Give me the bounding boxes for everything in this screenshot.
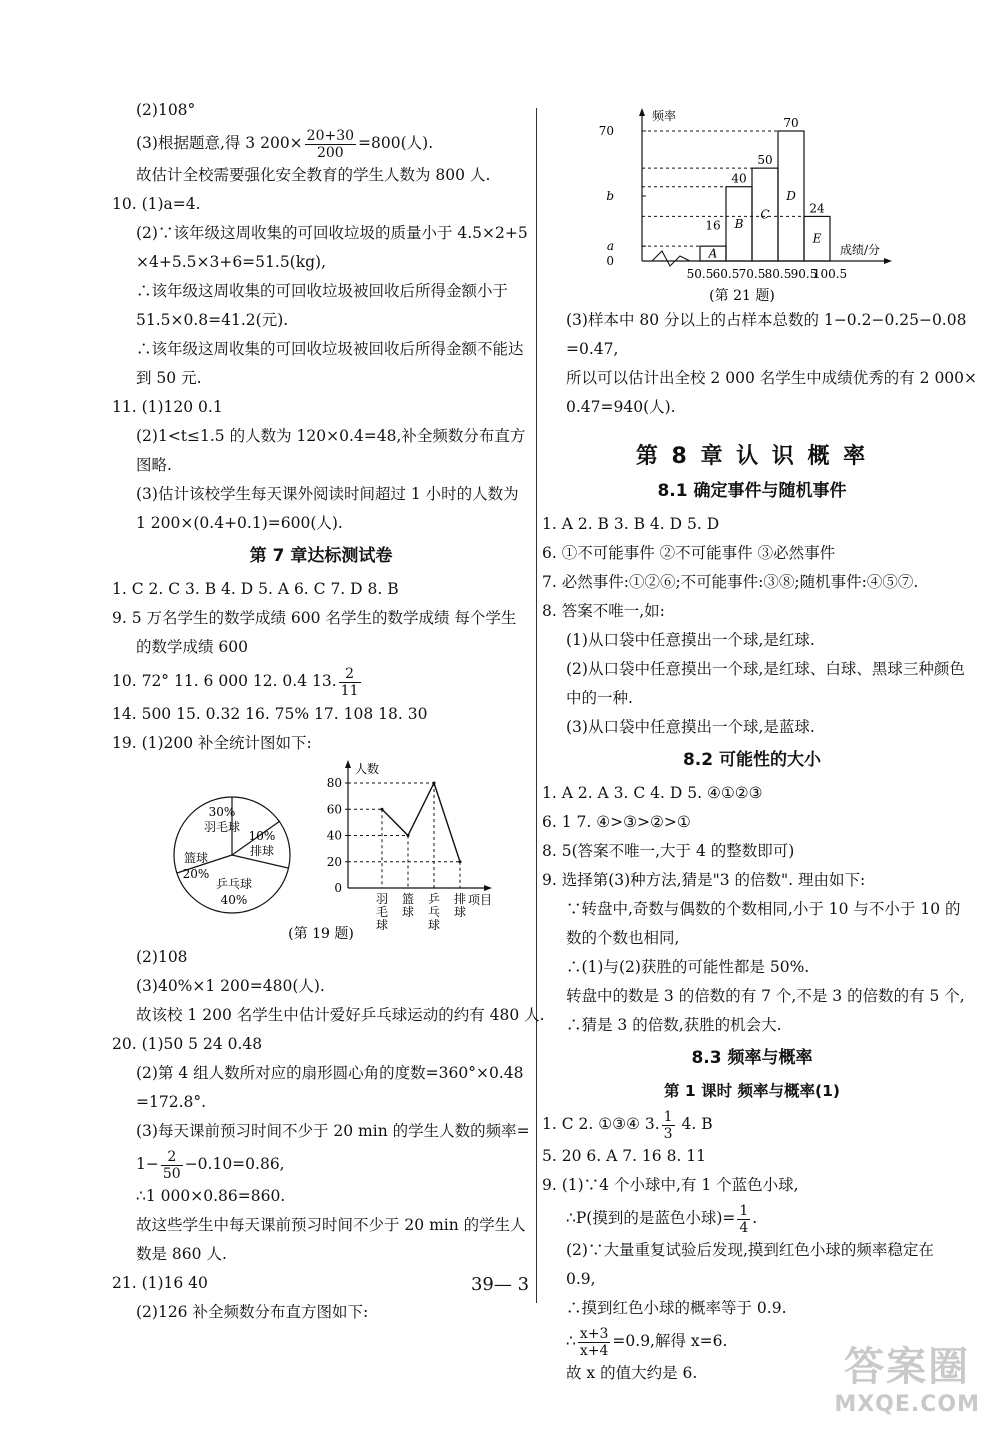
x-axis-label: 项目 bbox=[468, 893, 493, 907]
answer-line: 的数学成绩 600 bbox=[136, 638, 249, 656]
answer-line: 8. 5(答案不唯一,大于 4 的整数即可) bbox=[542, 842, 795, 860]
answer-line: 1. C 2. C 3. B 4. D 5. A 6. C 7. D 8. B bbox=[112, 580, 399, 598]
x-axis-arrow bbox=[884, 258, 892, 264]
answer-line: ×4+5.5×3+6=51.5(kg), bbox=[136, 253, 327, 271]
pie-label-pingpong: 乒乓球 bbox=[215, 877, 253, 891]
x-category-label: 球 bbox=[453, 905, 467, 919]
x-tick-label: 100.5 bbox=[812, 267, 848, 281]
answer-line: 中的一种. bbox=[566, 689, 633, 707]
answer-line: 6. ①不可能事件 ②不可能事件 ③必然事件 bbox=[542, 544, 836, 562]
y-axis-label: 人数 bbox=[355, 762, 380, 776]
data-point bbox=[459, 860, 462, 863]
answer-line: 1− $\frac{2}{50}$ −0.10=0.86, bbox=[136, 1148, 285, 1182]
x-category-label: 乓 bbox=[427, 905, 441, 919]
y-axis-arrow bbox=[345, 760, 351, 768]
answer-line: 数是 860 人. bbox=[136, 1245, 227, 1263]
fraction: $\frac{2}{50}$ bbox=[162, 1148, 181, 1182]
answer-line: 51.5×0.8=41.2(元). bbox=[136, 311, 289, 329]
answer-line: 9. (1)∵4 个小球中,有 1 个蓝色小球, bbox=[542, 1176, 799, 1194]
answer-line: (2)108° bbox=[136, 101, 196, 119]
pie-pct-pingpong: 40% bbox=[220, 893, 248, 907]
answer-line: 0.47=940(人). bbox=[566, 398, 676, 416]
bar-value-label: 40 bbox=[731, 171, 747, 186]
line-chart bbox=[327, 760, 492, 932]
answer-line: ∴ $\frac{x+3}{x+4}$ =0.9,解得 x=6. bbox=[566, 1325, 728, 1359]
y-tick-label: 0 bbox=[606, 254, 614, 268]
x-category-label: 篮 bbox=[401, 892, 415, 906]
section-heading: 8.2 可能性的大小 bbox=[682, 750, 822, 770]
y-tick-label: 40 bbox=[326, 828, 342, 843]
answer-line: 7. 必然事件:①②⑥;不可能事件:③⑧;随机事件:④⑤⑦. bbox=[542, 573, 919, 591]
answer-line: 1. A 2. B 3. B 4. D 5. D bbox=[542, 515, 720, 533]
answer-line: 故 x 的值大约是 6. bbox=[566, 1364, 698, 1382]
fraction: $\frac{x+3}{x+4}$ bbox=[579, 1325, 609, 1359]
y-tick-label: 60 bbox=[326, 802, 342, 817]
answer-line: 14. 500 15. 0.32 16. 75% 17. 108 18. 30 bbox=[112, 705, 428, 723]
pie-chart bbox=[174, 797, 290, 913]
answer-line: 故该校 1 200 名学生中估计爱好乒乓球运动的约有 480 人. bbox=[136, 1006, 545, 1024]
subsection-heading: 第 1 课时 频率与概率(1) bbox=[664, 1082, 840, 1100]
x-tick-label: 70.5 bbox=[738, 267, 766, 281]
data-point bbox=[381, 808, 384, 811]
answer-line: (2)126 补全频数分布直方图如下: bbox=[136, 1303, 369, 1321]
bar-category-label: B bbox=[734, 216, 744, 231]
x-category-label: 球 bbox=[427, 918, 441, 932]
figure-19-caption: (第 19 题) bbox=[288, 926, 354, 942]
question-number-line: 20. (1)50 5 24 0.48 bbox=[112, 1035, 263, 1053]
left-column bbox=[112, 96, 545, 1327]
x-axis-label: 成绩/分 bbox=[840, 243, 881, 257]
answer-line: 5. 20 6. A 7. 16 8. 11 bbox=[542, 1147, 707, 1165]
answer-line: 6. 1 7. ④>③>②>① bbox=[542, 813, 691, 831]
section-heading: 8.1 确定事件与随机事件 bbox=[657, 481, 847, 501]
x-tick-label: 90.5 bbox=[790, 267, 818, 281]
answer-line: ∴(1)与(2)获胜的可能性都是 50%. bbox=[566, 958, 810, 976]
x-category-label: 排 bbox=[453, 892, 467, 906]
y-tick-label: 80 bbox=[326, 776, 342, 790]
question-number-line: 11. (1)120 0.1 bbox=[112, 398, 223, 416]
series-line bbox=[382, 783, 460, 862]
answer-line: =0.47, bbox=[566, 340, 619, 358]
answer-line: 所以可以估计出全校 2 000 名学生中成绩优秀的有 2 000× bbox=[566, 369, 978, 387]
answer-line: ∴猜是 3 的倍数,获胜的机会大. bbox=[566, 1016, 782, 1034]
answer-line: (3)样本中 80 分以上的占样本总数的 1−0.2−0.25−0.08 bbox=[566, 311, 967, 329]
x-tick-label: 50.5 bbox=[686, 267, 714, 281]
bar-category-label: E bbox=[812, 231, 822, 246]
pie-label-volleyball: 排球 bbox=[249, 844, 275, 858]
answer-line: (2)∵该年级这周收集的可回收垃圾的质量小于 4.5×2+5 bbox=[136, 224, 528, 242]
answer-line: 故这些学生中每天课前预习时间不少于 20 min 的学生人 bbox=[136, 1216, 526, 1234]
section-heading: 第 7 章达标测试卷 bbox=[249, 546, 393, 566]
x-tick-label: 60.5 bbox=[712, 267, 740, 281]
answer-line: 到 50 元. bbox=[136, 369, 202, 387]
section-heading: 8.3 频率与概率 bbox=[691, 1048, 813, 1068]
answer-line: 19. (1)200 补全统计图如下: bbox=[112, 734, 312, 752]
answer-line: ∴P(摸到的是蓝色小球)= $\frac{1}{4}$ . bbox=[566, 1202, 758, 1236]
pie-label-basketball: 篮球 bbox=[183, 851, 209, 865]
answer-line: (2)108 bbox=[136, 948, 188, 966]
y-axis-arrow bbox=[639, 108, 645, 116]
answer-line: 10. 72° 11. 6 000 12. 0.4 13. $\frac{2}{11}$ bbox=[112, 665, 359, 699]
answer-line: (3)根据题意,得 3 200× $\frac{20+30}{200}$ =800(人). bbox=[136, 127, 434, 161]
x-category-label: 羽 bbox=[375, 892, 389, 906]
fraction: $\frac{1}{3}$ bbox=[663, 1108, 673, 1142]
answer-line: (2)从口袋中任意摸出一个球,是红球、白球、黑球三种颜色 bbox=[566, 660, 965, 678]
answer-line: (3)从口袋中任意摸出一个球,是蓝球. bbox=[566, 718, 815, 736]
answer-line: ∴该年级这周收集的可回收垃圾被回收后所得金额不能达 bbox=[136, 340, 524, 358]
answer-line: 1. A 2. A 3. C 4. D 5. ④①②③ bbox=[542, 784, 763, 802]
answer-line: (3)40%×1 200=480(人). bbox=[136, 977, 325, 995]
pie-label-badminton: 羽毛球 bbox=[203, 820, 241, 834]
page-number: 39— 3 bbox=[470, 1274, 530, 1295]
pie-pct-basketball: 20% bbox=[182, 867, 210, 881]
column-divider bbox=[536, 108, 537, 1303]
bar-category-label: A bbox=[708, 246, 718, 261]
answer-line: 0.9, bbox=[566, 1270, 596, 1288]
fraction: $\frac{1}{4}$ bbox=[739, 1202, 749, 1236]
axis-break bbox=[652, 251, 690, 266]
data-point bbox=[433, 782, 436, 785]
data-point bbox=[407, 834, 410, 837]
answer-line: =172.8°. bbox=[136, 1093, 207, 1111]
answer-line: ∴摸到红色小球的概率等于 0.9. bbox=[566, 1299, 787, 1317]
y-tick-label: 0 bbox=[334, 881, 342, 895]
answer-line: ∴1 000×0.86=860. bbox=[136, 1187, 286, 1205]
bar-category-label: C bbox=[760, 207, 770, 222]
answer-line: (3)估计该校学生每天课外阅读时间超过 1 小时的人数为 bbox=[136, 485, 519, 503]
answer-line: (1)从口袋中任意摸出一个球,是红球. bbox=[566, 631, 815, 649]
x-category-label: 球 bbox=[375, 918, 389, 932]
answer-line: ∴该年级这周收集的可回收垃圾被回收后所得金额小于 bbox=[136, 282, 509, 300]
x-category-label: 乒 bbox=[427, 892, 441, 906]
bar-category-label: D bbox=[786, 189, 796, 203]
answer-line: 1 200×(0.4+0.1)=600(人). bbox=[136, 514, 343, 532]
bar-value-label: 50 bbox=[757, 153, 773, 168]
answer-line: 故估计全校需要强化安全教育的学生人数为 800 人. bbox=[136, 166, 491, 184]
answer-line: 图略. bbox=[136, 456, 172, 474]
answer-line: 转盘中的数是 3 的倍数的有 7 个,不是 3 的倍数的有 5 个, bbox=[566, 987, 965, 1005]
x-axis-arrow bbox=[484, 885, 492, 891]
chapter-heading: 第 8 章 认 识 概 率 bbox=[635, 444, 869, 469]
answer-line: ∵转盘中,奇数与偶数的个数相同,小于 10 与不小于 10 的 bbox=[566, 900, 961, 918]
y-axis-label: 频率 bbox=[652, 109, 677, 123]
fraction: $\frac{20+30}{200}$ bbox=[306, 127, 355, 161]
x-tick-label: 80.5 bbox=[764, 267, 792, 281]
answer-line: 9. 5 万名学生的数学成绩 600 名学生的数学成绩 每个学生 bbox=[112, 609, 517, 627]
question-number-line: 10. (1)a=4. bbox=[112, 195, 201, 213]
bar-value-label: 24 bbox=[809, 201, 825, 216]
answer-line: 1. C 2. ①③④ 3. $\frac{1}{3}$ 4. B bbox=[542, 1108, 713, 1142]
answer-line: (3)每天课前预习时间不少于 20 min 的学生人数的频率= bbox=[136, 1122, 530, 1140]
answer-line: (2)1<t≤1.5 的人数为 120×0.4=48,补全频数分布直方 bbox=[136, 427, 526, 445]
pie-pct-volleyball: 10% bbox=[248, 829, 276, 843]
answer-line: 8. 答案不唯一,如: bbox=[542, 602, 665, 620]
figure-19 bbox=[112, 758, 530, 943]
bar-value-label: 16 bbox=[705, 218, 721, 233]
x-category-label: 球 bbox=[401, 905, 415, 919]
figure-21 bbox=[542, 106, 962, 306]
answer-line: (2)∵大量重复试验后发现,摸到红色小球的频率稳定在 bbox=[566, 1241, 934, 1259]
x-category-label: 毛 bbox=[375, 905, 389, 919]
fraction: $\frac{2}{11}$ bbox=[340, 665, 359, 699]
y-tick-label: 20 bbox=[326, 854, 342, 869]
figure-21-caption: (第 21 题) bbox=[709, 288, 775, 304]
histogram bbox=[599, 108, 892, 281]
question-number-line: 21. (1)16 40 bbox=[112, 1274, 208, 1292]
answer-line: (2)第 4 组人数所对应的扇形圆心角的度数=360°×0.48 bbox=[136, 1064, 524, 1082]
answer-line: 数的个数也相同, bbox=[566, 929, 680, 947]
right-column bbox=[542, 106, 978, 1388]
y-tick-label: 70 bbox=[598, 124, 614, 138]
answer-line: 9. 选择第(3)种方法,猜是"3 的倍数". 理由如下: bbox=[542, 871, 866, 889]
y-tick-label: a bbox=[606, 239, 614, 254]
watermark: 答案圈 MXQE.COM bbox=[834, 1344, 980, 1417]
y-tick-label: b bbox=[606, 189, 614, 203]
bar-value-label: 70 bbox=[783, 116, 799, 130]
pie-pct-badminton: 30% bbox=[208, 805, 236, 819]
